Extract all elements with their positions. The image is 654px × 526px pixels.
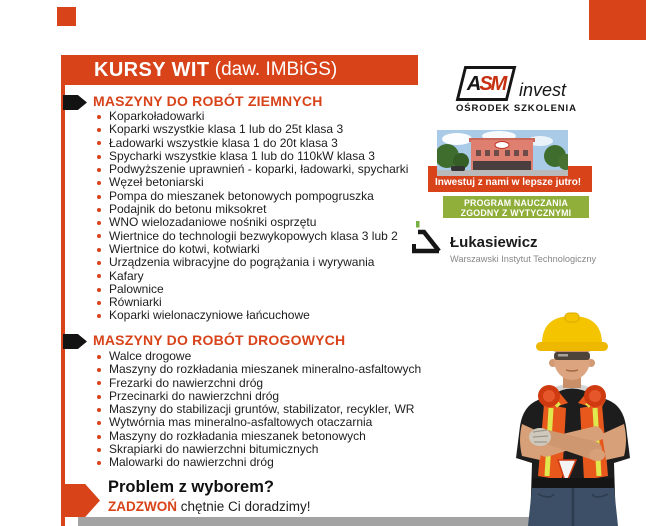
list-item: Węzeł betoniarski <box>95 176 440 189</box>
car <box>451 166 465 171</box>
page-title-suffix: (daw. IMBiGS) <box>209 59 338 80</box>
list-item: Maszyny do rozkładania mieszanek betonowych <box>95 430 440 443</box>
machine-list-ziemne <box>95 110 440 323</box>
lukasiewicz-subtitle: Warszawski Instytut Technologiczny <box>450 254 597 264</box>
list-item: Wytwórnia mas mineralno-asfaltowych otaczarnia <box>95 416 440 429</box>
lukasiewicz-logo-icon <box>408 221 448 261</box>
list-item: Maszyny do stabilizacji gruntów, stabilizator, recykler, WR <box>95 403 440 416</box>
list-item: Walce drogowe <box>95 350 440 363</box>
footer-cta-highlight: ZADZWOŃ <box>108 499 177 514</box>
program-line2: ZGODNY Z WYTYCZNYMI <box>460 208 572 218</box>
asm-logo-parallelogram <box>456 66 517 101</box>
footer-cta <box>108 499 311 514</box>
corner-accent-right <box>589 0 646 40</box>
program-line1: PROGRAM NAUCZANIA <box>463 197 569 208</box>
list-item: Ładowarki wszystkie klasa 1 do 20t klasa 3 <box>95 137 440 150</box>
list-item: Wiertnice do kotwi, kotwiarki <box>95 243 440 256</box>
header-bar <box>63 55 418 85</box>
section-arrow-icon <box>63 334 87 349</box>
list-item: Wiertnice do technologii bezwykopowych klasa 3 lub 2 <box>95 230 440 243</box>
list-item: Koparkoładowarki <box>95 110 440 123</box>
asm-subtitle: OŚRODEK SZKOLENIA <box>456 103 577 114</box>
asm-logo-letters-sm: SM <box>479 72 506 95</box>
asm-invest-logo <box>460 66 566 101</box>
list-item: Kafary <box>95 270 440 283</box>
page-title: KURSY WIT <box>94 58 210 81</box>
slogan-text: Inwestuj z nami w lepsze jutro! <box>435 177 582 188</box>
machine-list-drogowe <box>95 350 440 470</box>
list-item: WNO wielozadaniowe nośniki osprzętu <box>95 216 440 229</box>
list-item: Pompa do mieszanek betonowych pompogruszka <box>95 190 440 203</box>
list-item: Przecinarki do nawierzchni dróg <box>95 390 440 403</box>
section-heading-drogowe: MASZYNY DO ROBÓT DROGOWYCH <box>93 332 346 348</box>
footer-cta-rest: chętnie Ci doradzimy! <box>176 499 311 514</box>
section-arrow-icon <box>63 95 87 110</box>
asm-logo-invest-text: invest <box>519 80 567 100</box>
list-item: Skrapiarki do nawierzchni bitumicznych <box>95 443 440 456</box>
corner-accent-left <box>57 7 76 26</box>
list-item: Podwyższenie uprawnień - koparki, ładowarki, spycharki <box>95 163 440 176</box>
list-item: Koparki wielonaczyniowe łańcuchowe <box>95 309 440 322</box>
list-item: Palownice <box>95 283 440 296</box>
list-item: Równiarki <box>95 296 440 309</box>
left-accent-line <box>61 55 65 526</box>
footer-arrow-icon <box>61 484 100 517</box>
list-item: Podajnik do betonu miksokret <box>95 203 440 216</box>
lukasiewicz-name: Łukasiewicz <box>450 234 538 251</box>
list-item: Spycharki wszystkie klasa 1 lub do 110kW klasa 3 <box>95 150 440 163</box>
building-sign <box>495 142 509 149</box>
program-banner <box>443 196 589 218</box>
building-ground-floor <box>473 161 531 170</box>
section-heading-ziemne: MASZYNY DO ROBÓT ZIEMNYCH <box>93 93 323 109</box>
training-center-photo <box>437 130 568 176</box>
asm-logo-letter-a: A <box>466 72 480 95</box>
footer-question: Problem z wyborem? <box>108 478 274 496</box>
list-item: Maszyny do rozkładania mieszanek mineralno-asfaltowych <box>95 363 440 376</box>
list-item: Malowarki do nawierzchni dróg <box>95 456 440 469</box>
list-item: Koparki wszystkie klasa 1 lub do 25t klasa 3 <box>95 123 440 136</box>
worker-photo <box>492 308 654 526</box>
list-item: Frezarki do nawierzchni dróg <box>95 377 440 390</box>
cloud <box>442 133 472 145</box>
list-item: Urządzenia wibracyjne do pogrążania i wyrywania <box>95 256 440 269</box>
